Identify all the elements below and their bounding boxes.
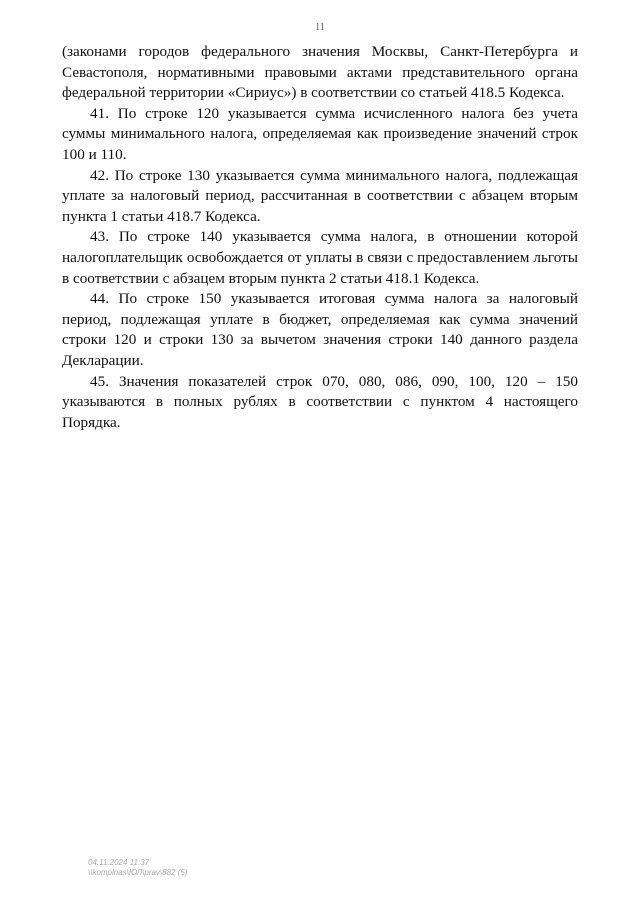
- page-number: 11: [315, 22, 325, 33]
- paragraph-45: 45. Значения показателей строк 070, 080, 086, 090, 100, 120 – 150 указываются в полных рублях в соответствии с пунктом 4 настоящего Порядка.: [62, 372, 578, 431]
- footer-timestamp: 04.11.2024 11:37: [88, 858, 150, 867]
- paragraph-continuation: (законами городов федерального значения Москвы, Санкт-Петербурга и Севастополя, нормативными правовыми актами представительного органа федеральной территории «Сириус») в соответствии со статьей 418.5 Кодекса.: [62, 43, 578, 102]
- document-body: [62, 42, 578, 433]
- footer-stamp: [88, 858, 187, 878]
- paragraph-42: 42. По строке 130 указывается сумма минимального налога, подлежащая уплате за налоговый период, рассчитанная в соответствии с абзацем вторым пункта 1 статьи 418.7 Кодекса.: [62, 166, 578, 225]
- paragraph-43: 43. По строке 140 указывается сумма налога, в отношении которой налогоплательщик освобождается от уплаты в связи с предоставлением льготы в соответствии с абзацем вторым пункта 2 статьи 418.1 Кодекса.: [62, 228, 578, 287]
- footer-path: \\komplnas\ЮЛ\prav\882 (5): [88, 868, 188, 877]
- paragraph-44: 44. По строке 150 указывается итоговая сумма налога за налоговый период, подлежащая уплате в бюджет, определяемая как сумма значений строки 120 и строки 130 за вычетом значения строки 140 данного раздела Декларации.: [62, 290, 578, 369]
- paragraph-41: 41. По строке 120 указывается сумма исчисленного налога без учета суммы минимального налога, определяемая как произведение значений строк 100 и 110.: [62, 104, 578, 163]
